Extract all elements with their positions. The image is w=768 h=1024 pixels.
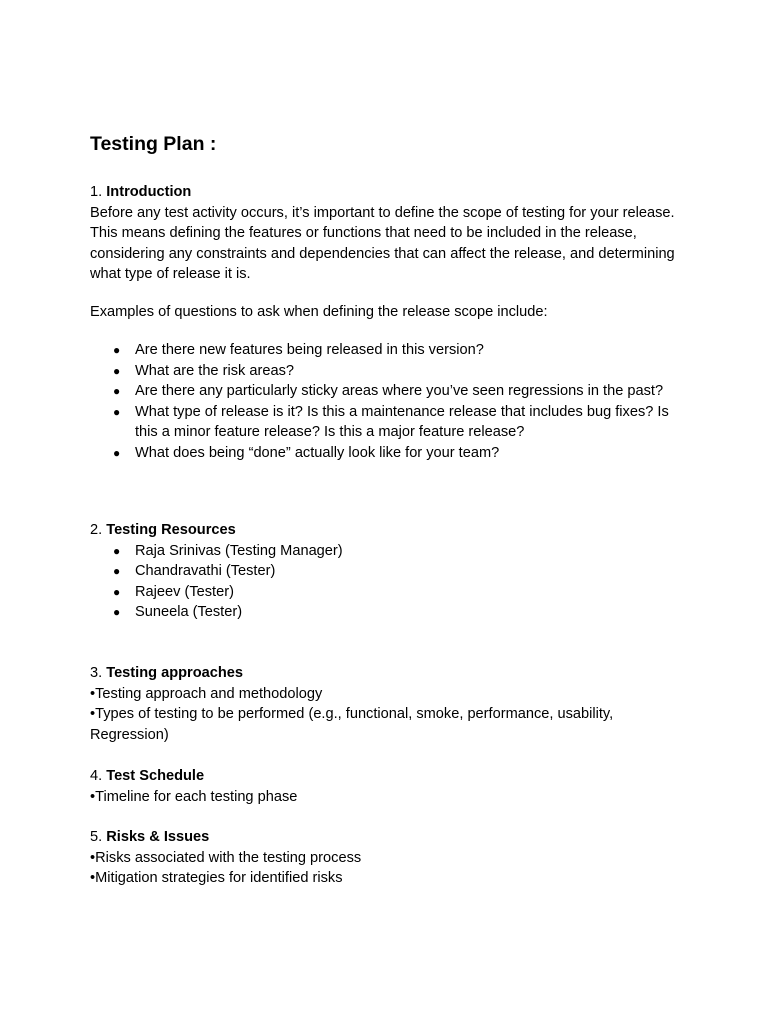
section-introduction — [90, 182, 690, 285]
list-item-text: What does being “done” actually look like for your team? — [135, 444, 500, 461]
list-item: •Testing approach and methodology — [90, 685, 323, 702]
list-item: •Mitigation strategies for identified risks — [90, 870, 343, 887]
bullet-icon: ● — [113, 605, 121, 620]
bullet-icon: ● — [113, 404, 121, 419]
examples-lead: Examples of questions to ask when defining the release scope include: — [90, 304, 548, 320]
section-heading-resources — [90, 520, 690, 541]
section-heading-schedule — [90, 766, 690, 787]
section-heading-text: Introduction — [106, 184, 192, 200]
list-item: •Types of testing to be performed (e.g., functional, smoke, performance, usability, Regression) — [90, 706, 614, 743]
bullet-icon: ● — [113, 543, 121, 558]
section-heading-text: Risks & Issues — [106, 829, 210, 845]
intro-paragraph: Before any test activity occurs, it’s important to define the scope of testing for your release. This means defining the features or functions that need to be included in the release, considering any constraints and dependencies that can affect the release, and determining what type of release it is. — [90, 204, 675, 283]
section-testing-resources — [90, 520, 690, 623]
section-risks-issues — [90, 827, 690, 889]
bullet-icon: ● — [113, 384, 121, 399]
section-number: 2. — [90, 522, 103, 538]
list-item — [90, 402, 690, 443]
list-item-text: Are there any particularly sticky areas where you’ve seen regressions in the past? — [135, 383, 664, 400]
list-item — [90, 602, 690, 623]
section-heading-text: Testing Resources — [106, 522, 236, 538]
section-heading-introduction — [90, 182, 690, 203]
section-heading-risks — [90, 827, 690, 848]
list-item — [90, 582, 690, 603]
bullet-icon: ● — [113, 343, 121, 357]
list-item-text: Suneela (Tester) — [135, 604, 243, 621]
section-number: 4. — [90, 768, 103, 784]
section-heading-text: Testing approaches — [106, 665, 244, 681]
list-item-text: What are the risk areas? — [135, 362, 294, 379]
section-testing-approaches — [90, 663, 690, 745]
bullet-icon: ● — [113, 584, 121, 599]
section-number: 1. — [90, 184, 103, 200]
list-item-text: What type of release is it? Is this a maintenance release that includes bug fixes? Is this a minor feature release? Is this a major feature release? — [135, 403, 669, 441]
list-item — [90, 541, 690, 562]
list-item: •Timeline for each testing phase — [90, 788, 298, 805]
list-item-text: Chandravathi (Tester) — [135, 563, 276, 580]
section-heading-text: Test Schedule — [106, 768, 205, 784]
section-number: 5. — [90, 829, 103, 845]
bullet-icon: ● — [113, 363, 121, 378]
list-item — [90, 340, 690, 361]
section-test-schedule — [90, 766, 690, 807]
bullet-icon: ● — [113, 445, 121, 460]
bullet-icon: ● — [113, 564, 121, 579]
list-item: •Risks associated with the testing process — [90, 849, 362, 866]
list-item — [90, 361, 690, 382]
list-item — [90, 561, 690, 582]
list-item-text: Raja Srinivas (Testing Manager) — [135, 542, 343, 559]
list-item — [90, 381, 690, 402]
list-item — [90, 443, 690, 464]
section-number: 3. — [90, 665, 103, 681]
document-title: Testing Plan : — [90, 133, 217, 155]
section-heading-approaches — [90, 663, 690, 684]
release-scope-questions — [90, 340, 690, 464]
resources-list — [90, 541, 690, 623]
list-item-text: Rajeev (Tester) — [135, 583, 234, 600]
list-item-text: Are there new features being released in this version? — [135, 342, 484, 358]
